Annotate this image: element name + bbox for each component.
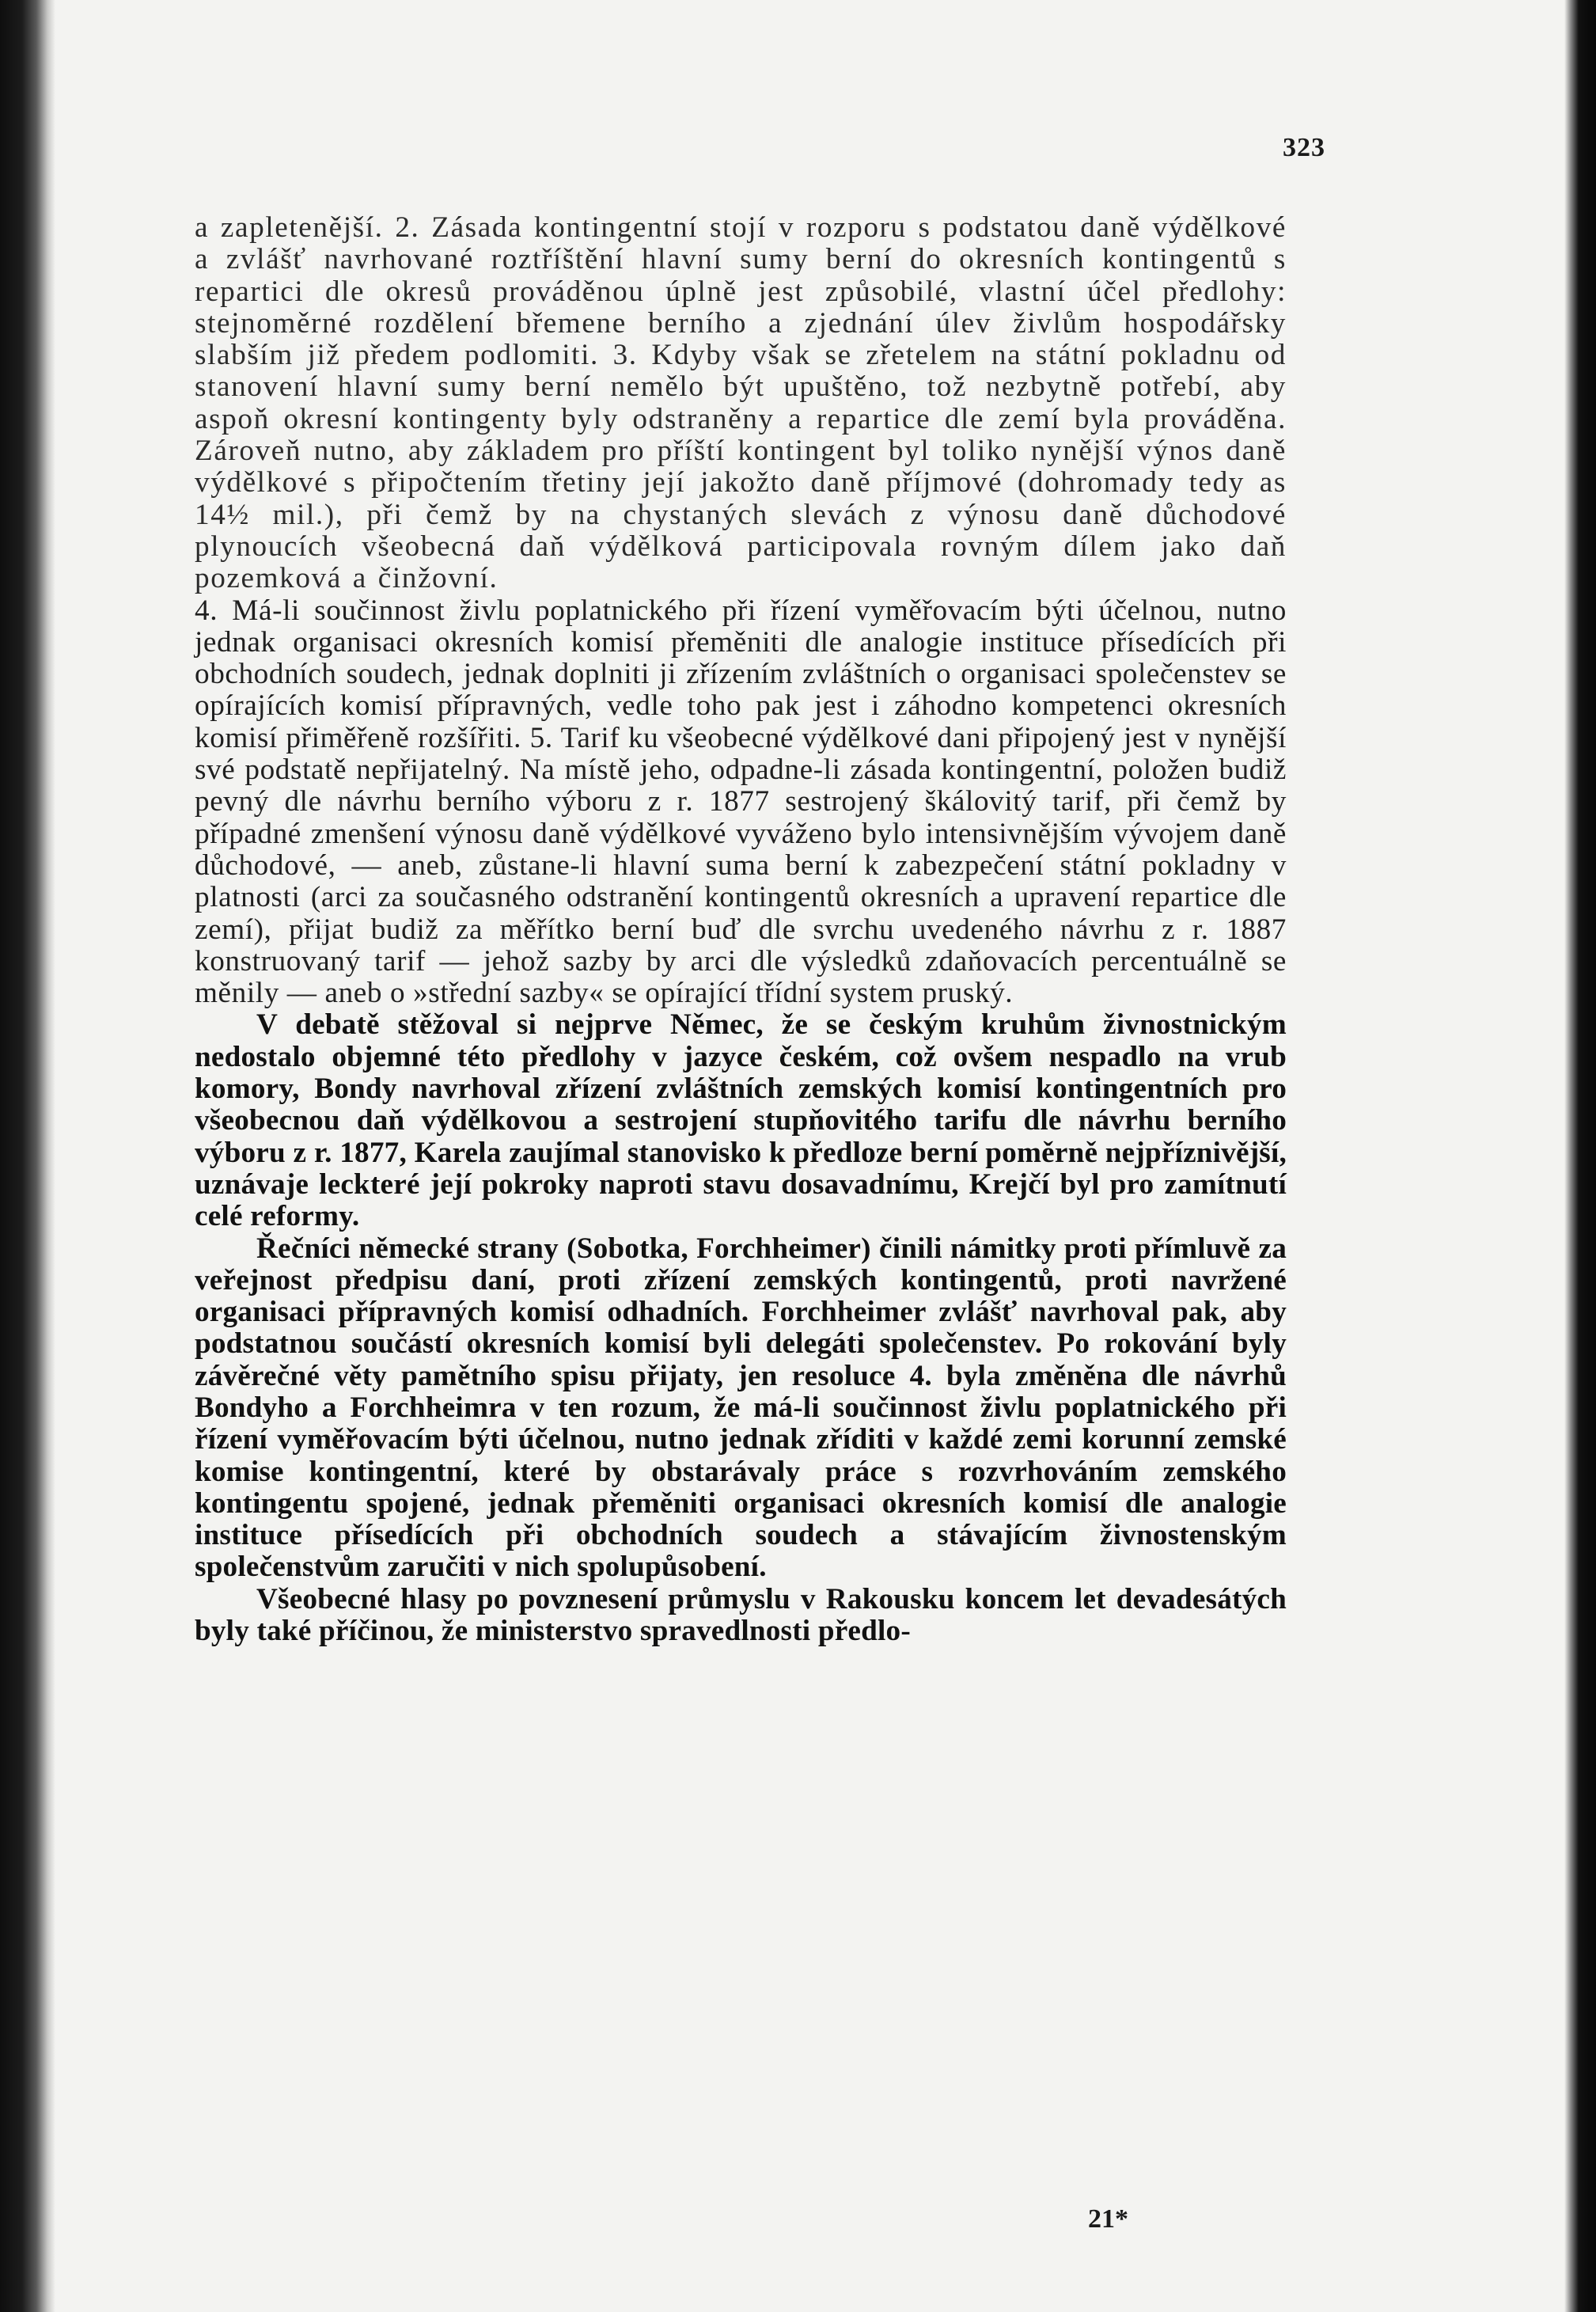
body-text bbox=[195, 212, 1287, 1647]
scan-right-edge bbox=[1564, 0, 1596, 2312]
paragraph-general-voices: Všeobecné hlasy po povznesení průmyslu v Rakousku koncem let devadesátých byly také příčinou, že ministerstvo spravedlnosti předlo- bbox=[195, 1582, 1287, 1648]
printer-signature-mark: 21* bbox=[1088, 2204, 1128, 2234]
paragraph-resolutions-4-5: 4. Má-li součinnost živlu poplatnického při řízení vyměřovacím býti účelnou, nutno jednak organisaci okresních komisí přeměniti dle analogie instituce přísedících při obchodních soudech, jednak doplniti ji zřízením zvláštních o organisaci společenstev se opírajících komisí přípravných, vedle toho pak jest i záhodno kompetenci okresních komisí přiměřeně rozšířiti. 5. Tarif ku všeobecné výdělkové dani připojený jest v nynější své podstatě nepřijatelný. Na místě jeho, odpadne-li zásada kontingentní, položen budiž pevný dle návrhu berního výboru z r. 1877 sestrojený škálovitý tarif, při čemž by případné zmenšení výnosu daně výdělkové vyváženo bylo intensivnějším vývojem daně důchodové, — aneb, zůstane-li hlavní suma berní k zabezpečení státní pokladny v platnosti (arci za současného odstranění kontingentů okresních a upravení repartice dle zemí), přijat budiž za měřítko berní buď dle svrchu uvedeného návrhu z r. 1887 konstruovaný tarif — jehož sazby by arci dle výsledků zdaňovacích percentuálně se měnily — aneb o »střední sazby« se opírající třídní system pruský. bbox=[195, 594, 1287, 1010]
paragraph-resolutions-1-3: a zapletenější. 2. Zásada kontingentní stojí v rozporu s podstatou daně výdělkové a zvlášť navrhované roztříštění hlavní sumy berní do okresních kontingentů s repartici dle okresů prováděnou úplně jest způsobilé, vlastní účel předlohy: stejnoměrné rozdělení břemene berního a zjednání úlev živlům hospodářsky slabším již předem podlomiti. 3. Kdyby však se zřetelem na státní pokladnu od stanovení hlavní sumy berní nemělo být upuštěno, tož nezbytně potřebí, aby aspoň okresní kontingenty byly odstraněny a repartice dle zemí byla prováděna. Zároveň nutno, aby základem pro příští kontingent byl toliko nynější výnos daně výdělkové s připočtením třetiny její jakožto daně příjmové (dohromady tedy as 14½ mil.), při čemž by na chystaných slevách z výnosu daně důchodové plynoucích všeobecná daň výdělková participovala rovným dílem jako daň pozemková a činžovní. bbox=[195, 211, 1287, 595]
paragraph-german-speakers: Řečníci německé strany (Sobotka, Forchheimer) činili námitky proti přímluvě za veřejnost předpisu daní, proti zřízení zemských kontingentů, proti navržené organisaci přípravných komisí odhadních. Forchheimer zvlášť navrhoval pak, aby podstatnou součástí okresních komisí byli delegáti společenstev. Po rokování byly závěrečné věty pamětního spisu přijaty, jen resoluce 4. byla změněna dle návrhů Bondyho a Forchheimra v ten rozum, že má-li součinnost živlu poplatnického při řízení vyměřovacím býti účelnou, nutno jednak zříditi v každé zemi korunní zemské komise kontingentní, které by obstarávaly práce s rozvrhováním zemského kontingentu spojené, jednak přeměniti organisaci okresních komisí dle analogie instituce přísedících při obchodních soudech a stávajícím živnostenským společenstvům zaručiti v nich spolupůsobení. bbox=[195, 1232, 1287, 1584]
scan-left-edge bbox=[0, 0, 55, 2312]
page-number: 323 bbox=[1283, 133, 1325, 162]
paragraph-debate: V debatě stěžoval si nejprve Němec, že se českým kruhům živnostnickým nedostalo objemné této předlohy v jazyce českém, což ovšem nespadlo na vrub komory, Bondy navrhoval zřízení zvláštních zemských komisí kontingentních pro všeobecnou daň výdělkovou a sestrojení stupňovitého tarifu dle návrhu berního výboru z r. 1877, Karela zaujímal stanovisko k předloze berní poměrně nejpříznivější, uznávaje leckteré její pokroky naproti stavu dosavadnímu, Krejčí byl pro zamítnutí celé reformy. bbox=[195, 1008, 1287, 1233]
